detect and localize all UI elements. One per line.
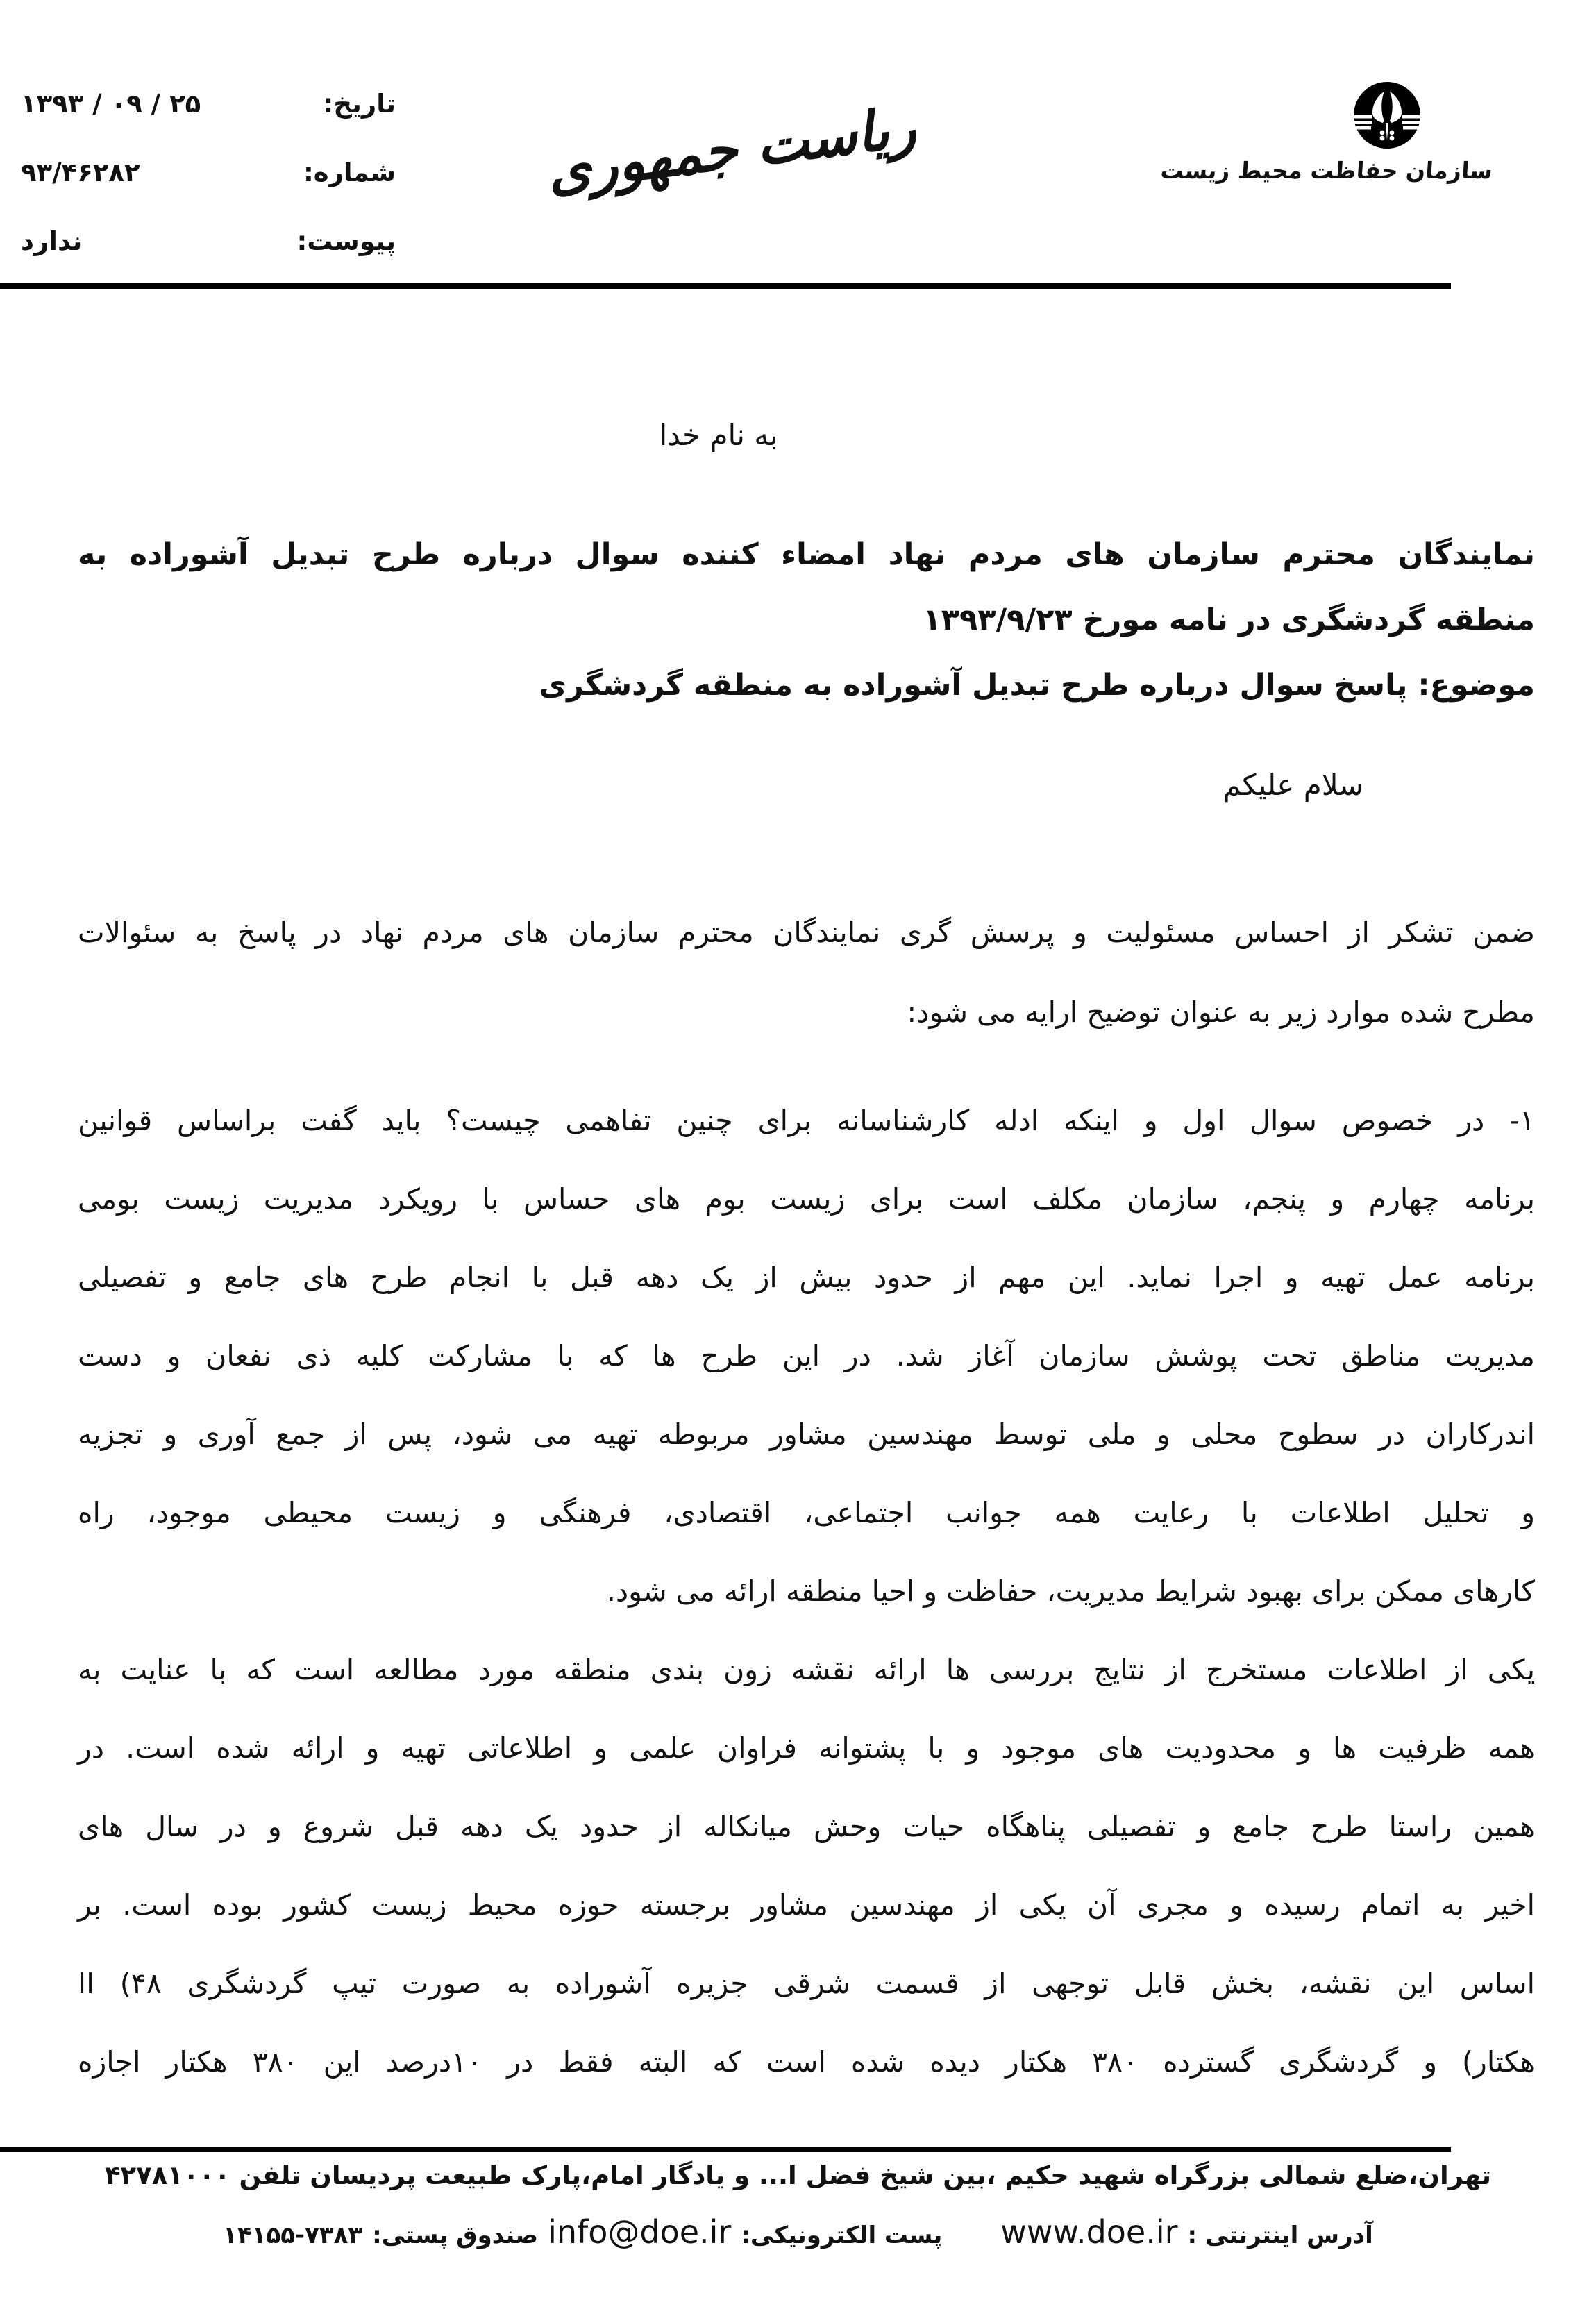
date-label: تاریخ: [323, 89, 396, 119]
meta-row-attachment [21, 226, 396, 256]
attachment-value: ندارد [21, 226, 83, 256]
body-line: کارهای ممکن برای بهبود شرایط مدیریت، حفاظت و احیا منطقه ارائه می شود. [606, 1575, 1535, 1608]
body-line: ضمن تشکر از احساس مسئولیت و پرسش گری نمایندگان محترم سازمان های مردم نهاد در پاسخ به سئوالات [78, 916, 1535, 949]
email-address: info@doe.ir [548, 2213, 732, 2251]
subject-line: موضوع: پاسخ سوال درباره طرح تبدیل آشوراده به منطقه گردشگری [539, 668, 1535, 703]
doe-emblem-icon [1352, 81, 1422, 150]
footer-address: تهران،ضلع شمالی بزرگراه شهید حکیم ،بین شیخ فضل ا... و یادگار امام،پارک طبیعت پردیسان تلفن ۴۲۷۸۱۰۰۰ [104, 2160, 1492, 2190]
body-line: مطرح شده موارد زیر به عنوان توضیح ارایه می شود: [907, 996, 1535, 1029]
body-line: اخیر به اتمام رسیده و مجری آن یکی از مهندسین مشاور برجسته حوزه محیط زیست کشور بوده است. بر [78, 1888, 1535, 1922]
body-line: یکی از اطلاعات مستخرج از نتایج بررسی ها ارائه نقشه زون بندی منطقه مورد مطالعه است که با عنایت به [78, 1653, 1535, 1686]
bismillah: به نام خدا [659, 418, 778, 452]
presidency-calligraphy: ریاست جمهوری [543, 94, 920, 204]
body-line: هکتار) و گردشگری گسترده ۳۸۰ هکتار دیده شده است که البته فقط در ۱۰درصد این ۳۸۰ هکتار اجازه [78, 2045, 1535, 2079]
body-line: و تحلیل اطلاعات با رعایت همه جوانب اجتماعی، اقتصادی، فرهنگی و زیست محیطی موجود، راه [78, 1496, 1535, 1529]
body-line: اندرکاران در سطوح محلی و ملی توسط مهندسین مشاور مربوطه تهیه می شود، پس از جمع آوری و تجزیه [78, 1418, 1535, 1451]
footer-divider [0, 2147, 1451, 2152]
website-url: www.doe.ir [1000, 2213, 1178, 2251]
intro-paragraph [78, 893, 1535, 1052]
greeting: سلام علیکم [1223, 768, 1363, 802]
body-line: مدیریت مناطق تحت پوشش سازمان آغاز شد. در این طرح ها که با مشارکت کلیه ذی نفعان و دست [78, 1339, 1535, 1372]
body-line: همین راستا طرح جامع و تفصیلی پناهگاه حیات وحش میانکاله از حدود یک دهه قبل شروع و در سال های [78, 1810, 1535, 1843]
number-value: ۹۳/۴۶۲۸۲ [21, 158, 140, 187]
org-logo-block [1159, 81, 1494, 184]
attachment-label: پیوست: [296, 226, 396, 256]
header-divider [0, 283, 1451, 289]
meta-row-number [21, 158, 396, 187]
heading-line: منطقه گردشگری در نامه مورخ ۱۳۹۳/۹/۲۳ [923, 603, 1535, 637]
date-value: ۲۵ / ۰۹ / ۱۳۹۳ [21, 89, 201, 119]
body-line: همه ظرفیت ها و محدودیت های موجود و با پشتوانه فراوان علمی و اطلاعاتی تهیه و ارائه شده است. در [78, 1731, 1535, 1765]
pobox-label: صندوق پستی: [372, 2222, 539, 2249]
pobox-value: ۱۴۱۵۵-۷۳۸۳ [223, 2222, 363, 2249]
org-name: سازمان حفاظت محیط زیست [1159, 157, 1494, 184]
email-label: پست الکترونیکی: [741, 2222, 943, 2249]
letter-body [78, 893, 1535, 2101]
footer-contact [0, 2213, 1596, 2251]
heading-line: نمایندگان محترم سازمان های مردم نهاد امضاء کننده سوال درباره طرح تبدیل آشوراده به [78, 537, 1535, 572]
meta-row-date [21, 89, 396, 119]
web-label: آدرس اینترنتی : [1187, 2222, 1373, 2249]
body-line: ۱- در خصوص سوال اول و اینکه ادله کارشناسانه برای چنین تفاهمی چیست؟ باید گفت براساس قوانین [78, 1104, 1535, 1137]
body-line: اساس این نقشه، بخش قابل توجهی از قسمت شرقی جزیره آشوراده به صورت تیپ گردشگری II (۴۸ [78, 1967, 1535, 2000]
letter-meta [21, 89, 396, 295]
number-label: شماره: [303, 158, 396, 187]
letter-heading [78, 522, 1535, 718]
body-line: برنامه چهارم و پنجم، سازمان مکلف است برای زیست بوم های حساس با رویکرد مدیریت زیست بومی [78, 1182, 1535, 1216]
body-line: برنامه عمل تهیه و اجرا نماید. این مهم از حدود بیش از یک دهه قبل با انجام طرح های جامع و تفصیلی [78, 1261, 1535, 1294]
item-1-paragraph [78, 1082, 1535, 2101]
